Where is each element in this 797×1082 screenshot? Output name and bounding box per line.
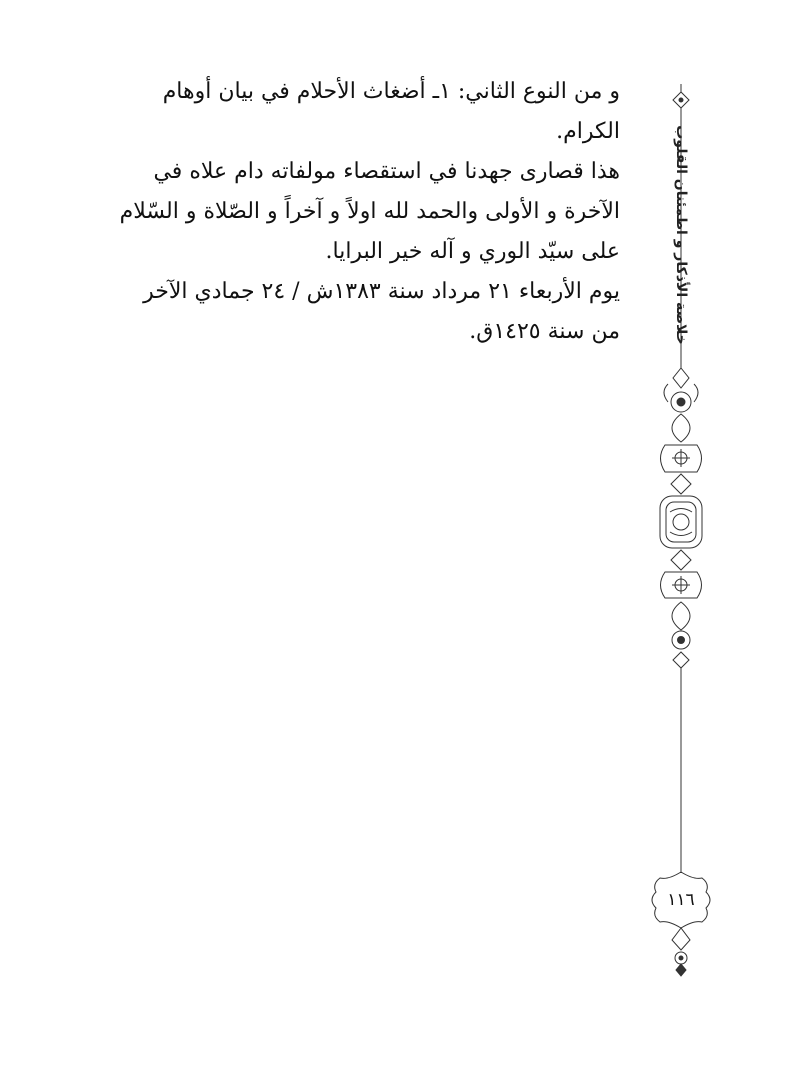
page-number: ١١٦ [667,890,695,910]
paragraph-2: هذا قصارى جهدنا في استقصاء مولفاته دام علاه في الآخرة و الأولى والحمد لله اولاً و آخراً و الصّلاة و السّلام على سيّد الوري و آله خير البرايا. [119,159,620,264]
paragraph-3: يوم الأربعاء ٢١ مرداد سنة ١٣٨٣ش / ٢٤ جمادي الآخر من سنة ١٤٢٥ق. [143,279,620,344]
running-head [668,110,694,360]
bottom-finial-ornament [672,928,690,976]
running-head-text: خلاصة الأذكار و اطمئنان القلوب [673,125,690,345]
main-text [108,72,648,352]
central-ornament [660,368,702,668]
paragraph-1: و من النوع الثاني: ١ـ أضغاث الأحلام في بيان أوهام الكرام. [162,79,620,144]
